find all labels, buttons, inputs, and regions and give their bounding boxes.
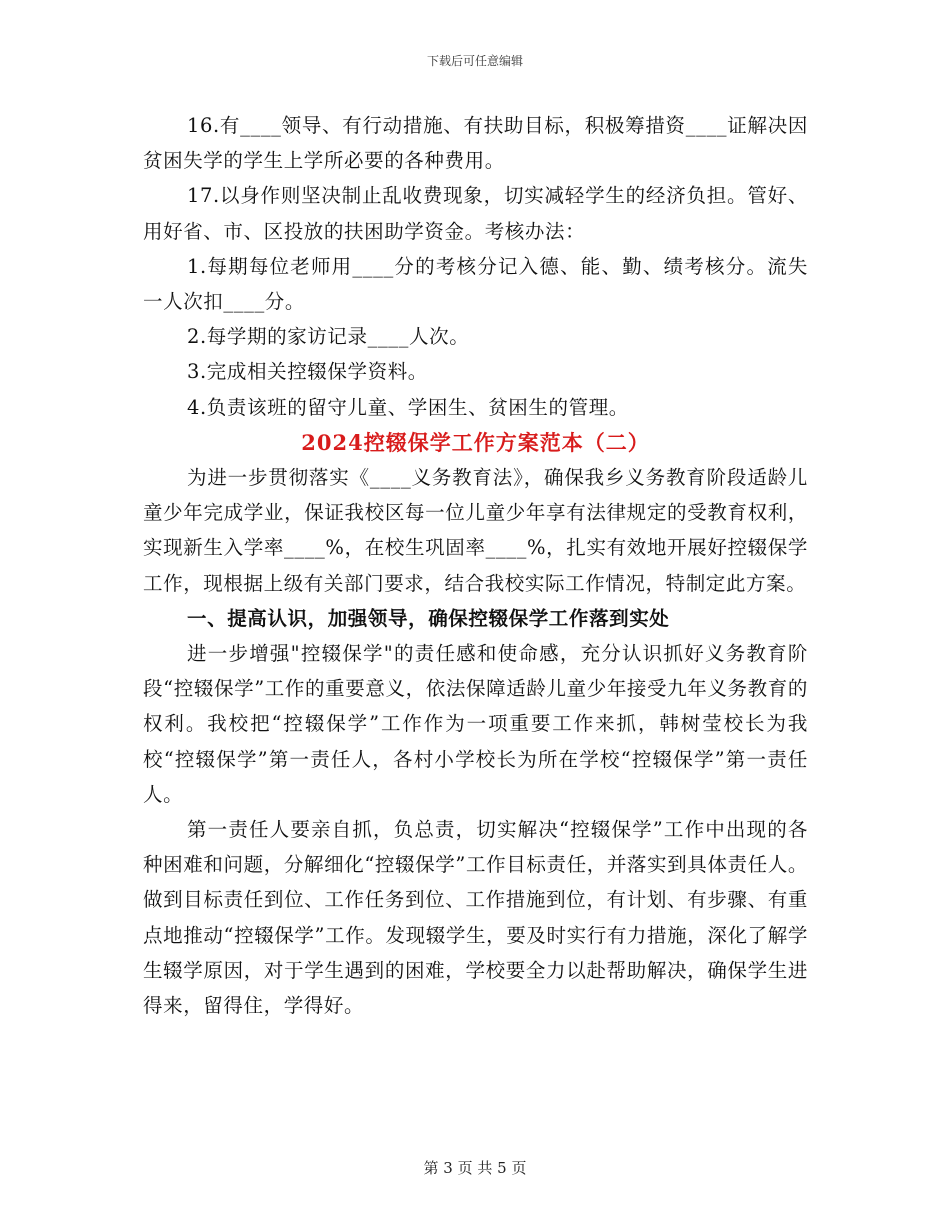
page-header-note: 下载后可任意编辑 xyxy=(426,54,523,68)
assessment-item-2: 2.每学期的家访记录____人次。 xyxy=(187,325,470,349)
section-heading-1: 一、提高认识，加强领导，确保控辍保学工作落到实处 xyxy=(187,606,670,630)
paragraph-item-16: 16.有____领导、有行动措施、有扶助目标，积极筹措资____证解决因贫困失学的学生上学所必要的各种费用。 xyxy=(143,114,808,173)
assessment-item-3: 3.完成相关控辍保学资料。 xyxy=(187,360,428,384)
assessment-item-4: 4.负责该班的留守儿童、学困生、贫困生的管理。 xyxy=(187,395,629,419)
page-number-footer: 第 3 页 共 5 页 xyxy=(423,1159,527,1177)
section-1-paragraph-1: 进一步增强"控辍保学"的责任感和使命感，充分认识抓好义务教育阶段“控辍保学”工作的重要意义，依法保障适龄儿童少年接受九年义务教育的权利。我校把“控辍保学”工作作为一项重要工作来抓，韩树莹校长为我校“控辍保学”第一责任人，各村小学校长为所在学校“控辍保学”第一责任人。 xyxy=(143,642,808,806)
intro-paragraph: 为进一步贯彻落实《____义务教育法》，确保我乡义务教育阶段适龄儿童少年完成学业，保证我校区每一位儿童少年享有法律规定的受教育权利，实现新生入学率____%，在校生巩固率____%，扎实有效地开展好控辍保学工作，现根据上级有关部门要求，结合我校实际工作情况，特制定此方案。 xyxy=(143,466,808,595)
document-title: 2024控辍保学工作方案范本（二） xyxy=(301,429,650,455)
section-1-paragraph-2: 第一责任人要亲自抓，负总责，切实解决“控辍保学”工作中出现的各种困难和问题，分解细化“控辍保学”工作目标责任，并落实到具体责任人。做到目标责任到位、工作任务到位、工作措施到位，有计划、有步骤、有重点地推动“控辍保学”工作。发现辍学生，要及时实行有力措施，深化了解学生辍学原因，对于学生遇到的困难，学校要全力以赴帮助解决，确保学生进得来，留得住，学得好。 xyxy=(143,818,808,1018)
document-body xyxy=(143,108,808,1023)
assessment-item-1: 1.每期每位老师用____分的考核分记入德、能、勤、绩考核分。流失一人次扣____分。 xyxy=(143,254,808,314)
paragraph-item-17: 17.以身作则坚决制止乱收费现象，切实减轻学生的经济负担。管好、用好省、市、区投放的扶困助学资金。考核办法： xyxy=(143,184,808,243)
